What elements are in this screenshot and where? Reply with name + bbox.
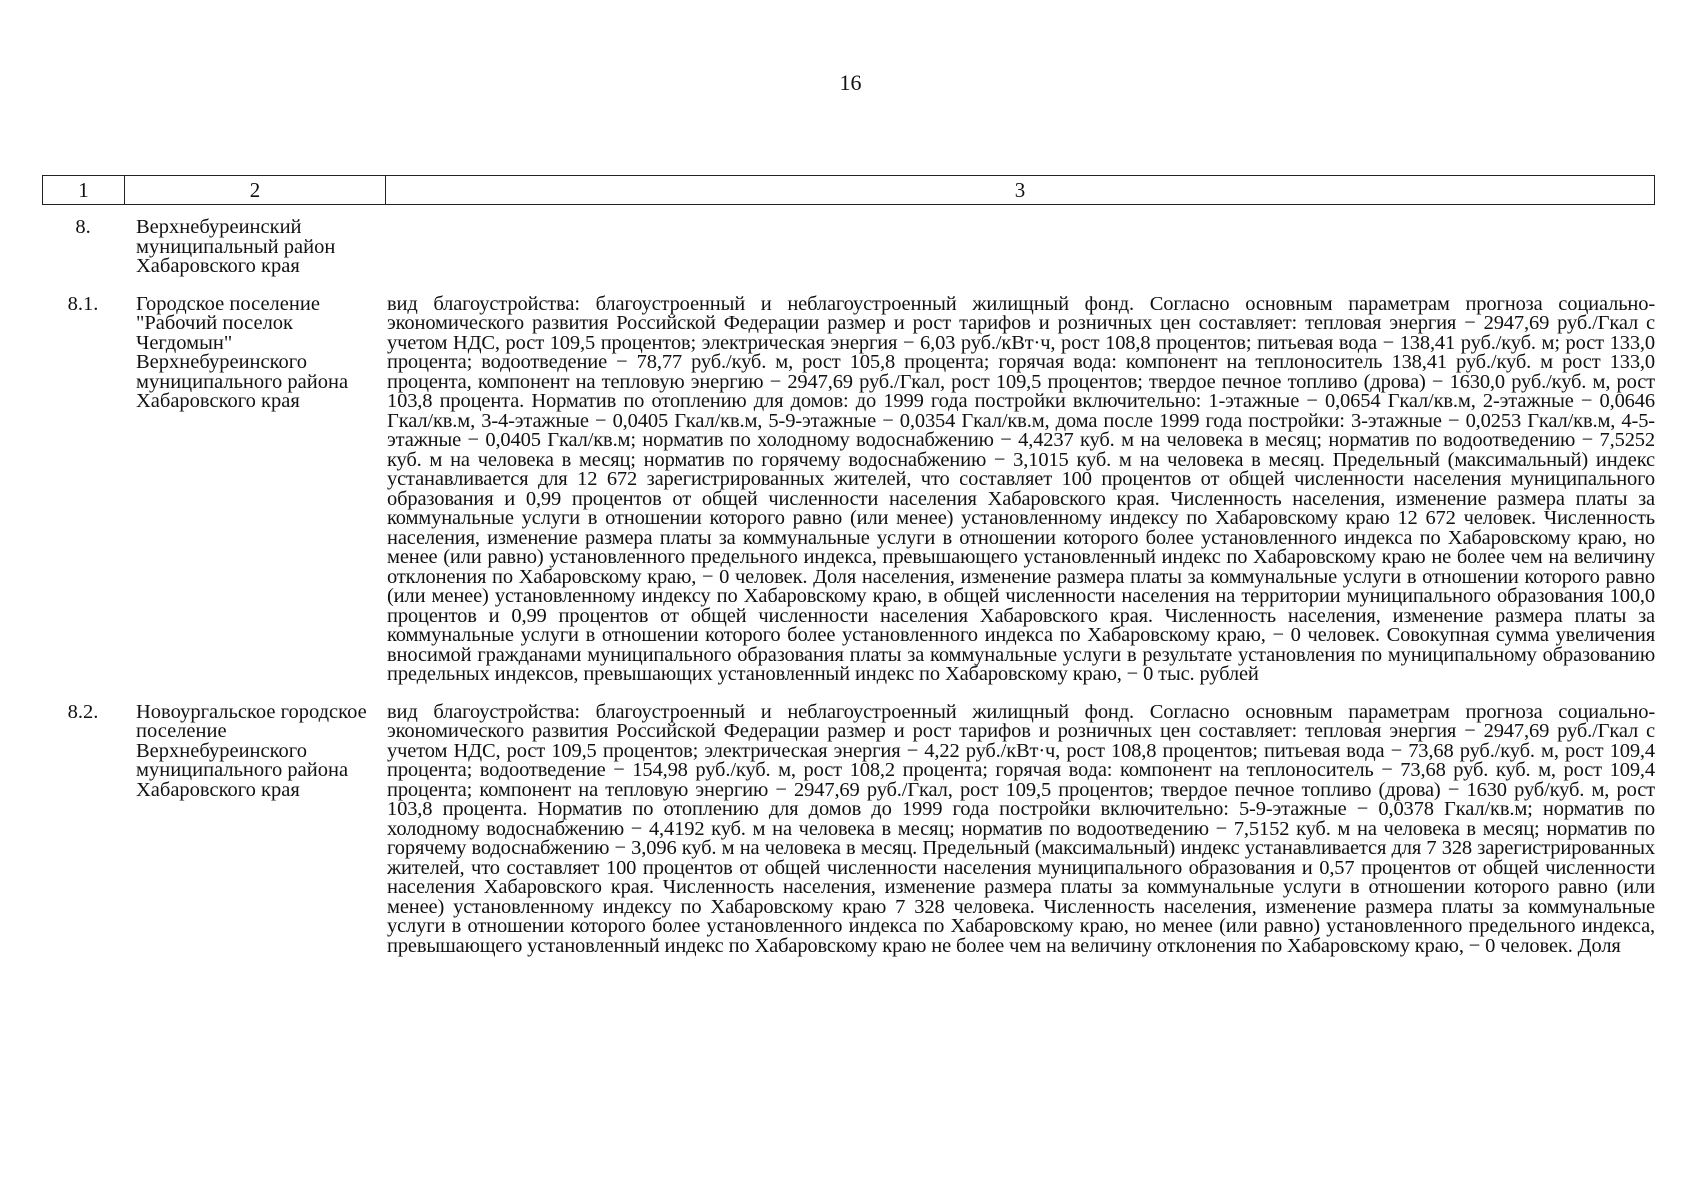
page-number: 16 bbox=[839, 70, 862, 95]
row-description bbox=[385, 218, 1655, 277]
table-row bbox=[42, 700, 1655, 957]
row-municipality: Новоургальское городское поселение Верхнебуреинского муниципального района Хабаровского края bbox=[136, 700, 367, 801]
row-number: 8. bbox=[75, 216, 91, 238]
table-row bbox=[42, 292, 1655, 685]
table-header bbox=[42, 175, 1655, 205]
table-body bbox=[42, 218, 1655, 974]
row-description: вид благоустройства: благоустроенный и неблагоустроенный жилищный фонд. Согласно основным параметрам прогноза социально-экономического развития Российской Федерации размер и рост тарифов и розничных цен составляет: тепловая энергия − 2947,69 руб./Гкал с учетом НДС, рост 109,5 процентов; электрическая энергия − 4,22 руб./кВт·ч, рост 108,8 процентов; питьевая вода − 73,68 руб./куб. м, рост 109,4 процента; водоотведение − 154,98 руб./куб. м, рост 108,2 процента; горячая вода: компонент на теплоноситель − 73,68 руб. куб. м, рост 109,4 процента; компонент на тепловую энергию − 2947,69 руб./Гкал, рост 109,5 процентов; твердое печное топливо (дрова) − 1630 руб/куб. м, рост 103,8 процента. Норматив по отоплению для домов до 1999 года постройки включительно: 5-9-этажные − 0,0378 Гкал/кв.м; норматив по холодному водоснабжению − 4,4192 куб. м на человека в месяц; норматив по водоотведению − 7,5152 куб. м на человека в месяц; норматив по горячему водоснабжению − 3,096 куб. м на человека в месяц. Предельный (максимальный) индекс устанавливается для 7 328 зарегистрированных жителей, что составляет 100 процентов от общей численности населения муниципального образования и 0,57 процентов от общей численности населения Хабаровского края. Численность населения, изменение размера платы за коммунальные услуги в отношении которого равно (или менее) установленному индексу по Хабаровскому краю 7 328 человека. Численность населения, изменение размера платы за коммунальные услуги в отношении которого более установленного индекса по Хабаровскому краю, но менее (или равно) установленного предельного индекса, превышающего установленный индекс по Хабаровскому краю не более чем на величину отклонения по Хабаровскому краю, − 0 человек. Доля bbox=[387, 700, 1655, 957]
header-col-3: 3 bbox=[1014, 177, 1026, 202]
row-number: 8.1. bbox=[67, 292, 99, 315]
row-description: вид благоустройства: благоустроенный и неблагоустроенный жилищный фонд. Согласно основным параметрам прогноза социально-экономического развития Российской Федерации размер и рост тарифов и розничных цен составляет: тепловая энергия − 2947,69 руб./Гкал с учетом НДС, рост 109,5 процентов; электрическая энергия − 6,03 руб./кВт·ч, рост 108,8 процентов; питьевая вода − 138,41 руб./куб. м; рост 133,0 процента; водоотведение − 78,77 руб./куб. м, рост 105,8 процента; горячая вода: компонент на теплоноситель 138,41 руб./куб. м рост 133,0 процента, компонент на тепловую энергию − 2947,69 руб./Гкал, рост 109,5 процентов; твердое печное топливо (дрова) − 1630,0 руб./куб. м, рост 103,8 процента. Норматив по отоплению для домов: до 1999 года постройки включительно: 1-этажные − 0,0654 Гкал/кв.м, 2-этажные − 0,0646 Гкал/кв.м, 3-4-этажные − 0,0405 Гкал/кв.м, 5-9-этажные − 0,0354 Гкал/кв.м, дома после 1999 года постройки: 3-этажные − 0,0253 Гкал/кв.м, 4-5-этажные − 0,0405 Гкал/кв.м; норматив по холодному водоснабжению − 4,4237 куб. м на человека в месяц; норматив по водоотведению − 7,5252 куб. м на человека в месяц; норматив по горячему водоснабжению − 3,1015 куб. м на человека в месяц. Предельный (максимальный) индекс устанавливается для 12 672 зарегистрированных жителей, что составляет 100 процентов от общей численности населения муниципального образования и 0,99 процентов от общей численности населения Хабаровского края. Численность населения, изменение размера платы за коммунальные услуги в отношении которого равно (или менее) установленному индексу по Хабаровскому краю 12 672 человек. Численность населения, изменение размера платы за коммунальные услуги в отношении которого более установленного индекса по Хабаровскому краю, но менее (или равно) установленного предельного индекса, превышающего установленный индекс по Хабаровскому краю не более чем на величину отклонения по Хабаровскому краю, − 0 человек. Доля населения, изменение размера платы за коммунальные услуги в отношении которого равно (или менее) установленному индексу по Хабаровскому краю, в общей численности населения на территории муниципального образования 100,0 процентов и 0,99 процентов от общей численности населения Хабаровского края. Численность населения, изменение размера платы за коммунальные услуги в отношении которого более установленного индекса по Хабаровскому краю, − 0 человек. Совокупная сумма увеличения вносимой гражданами муниципального образования платы за коммунальные услуги в результате установления по муниципальному образованию предельных индексов, превышающих установленный индекс по Хабаровскому краю, − 0 тыс. рублей bbox=[387, 292, 1655, 685]
row-number: 8.2. bbox=[67, 700, 99, 723]
header-col-1: 1 bbox=[43, 176, 125, 204]
row-municipality: Городское поселение "Рабочий поселок Чегдомын" Верхнебуреинского муниципального района Хабаровского края bbox=[136, 292, 349, 412]
header-col-2: 2 bbox=[125, 176, 386, 204]
table-row bbox=[42, 218, 1655, 277]
row-municipality: Верхнебуреинский муниципальный район Хабаровского края bbox=[136, 216, 336, 277]
